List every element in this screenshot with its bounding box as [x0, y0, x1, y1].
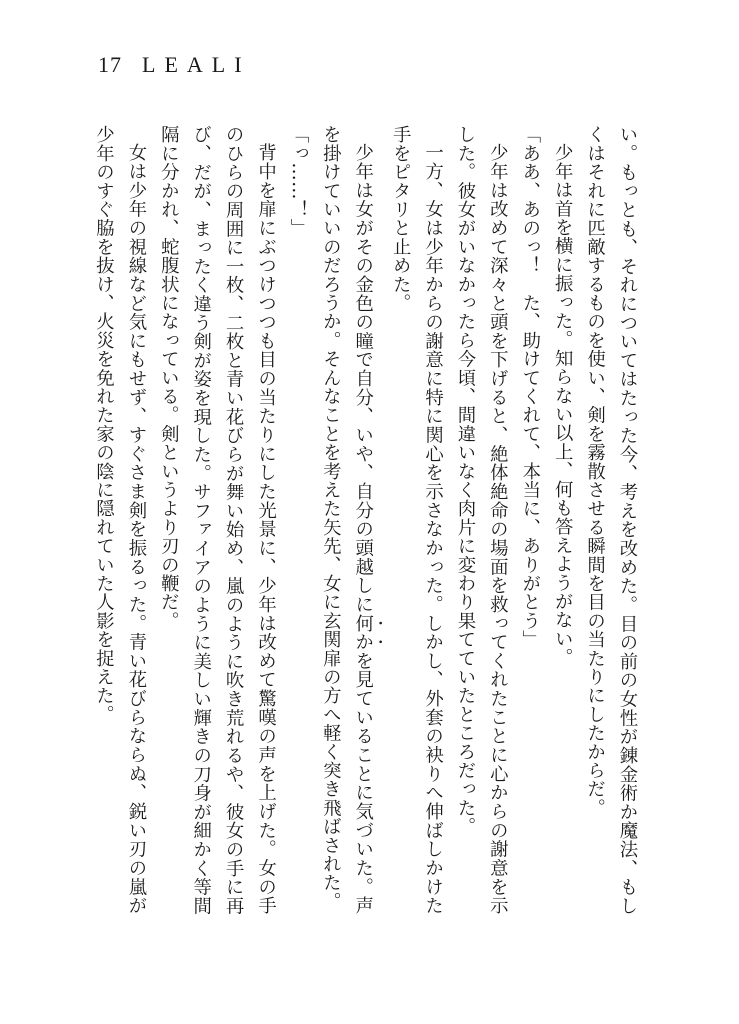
vertical-body-text: [87, 125, 643, 915]
paragraph-6-after: を見ていることに気づいた。声を掛けていいのだろうか。そんなことを考えた矢先、女に玄関扉の方へ軽く突き飛ばされた。: [320, 125, 374, 915]
paragraph-3-dialogue: 「ああ、あのっ！ た、助けてくれて、本当に、ありがとう」: [519, 125, 541, 649]
running-title: LEALI: [142, 52, 251, 77]
emphasis-text: 何か: [352, 613, 374, 652]
paragraph-6: [314, 125, 384, 915]
paragraph-6-before: 少年は女がその金色の瞳で自分、いや、自分の頭越しに: [352, 143, 374, 614]
paragraph-4: 少年は改めて深々と頭を下げると、絶体絶命の場面を救ってくれたことに心からの謝意を示した。彼女がいなかったら今頃、間違いなく肉片に変わり果てていたところだった。: [454, 125, 509, 915]
paragraph-7-dialogue: 「っ……！」: [287, 125, 309, 238]
paragraph-8: 背中を扉にぶつけつつも目の当たりにした光景に、少年は改めて驚嘆の声を上げた。女の手のひらの周囲に一枚、二枚と青い花びらが舞い始め、嵐のように吹き荒れるや、彼女の手に再び、だが、まったく違う剣が姿を現した。サファイアのように美しい輝きの刀身が細かく等間隔に分かれ、蛇腹状になっている。剣というより刃の鞭だ。: [158, 125, 277, 915]
paragraph-2: 少年は首を横に振った。知らない以上、何も答えようがない。: [552, 143, 574, 667]
page-number: 17: [98, 52, 122, 77]
paragraph-9: 女は少年の視線など気にもせず、すぐさま剣を振るった。青い花びらならぬ、鋭い刃の嵐が少年のすぐ脇を抜け、火災を免れた家の陰に隠れていた人影を捉えた。: [93, 125, 147, 915]
paragraph-1: い。もっとも、それについてはたった今、考えを改めた。目の前の女性が錬金術か魔法、もしくはそれに匹敵するものを使い、剣を霧散させる瞬間を目の当たりにしたからだ。: [584, 125, 638, 915]
page-header: [98, 52, 251, 82]
paragraph-5: 一方、女は少年からの謝意に特に関心を示さなかった。しかし、外套の袂りへ伸ばしかけた手をピタリと止めた。: [390, 125, 444, 915]
